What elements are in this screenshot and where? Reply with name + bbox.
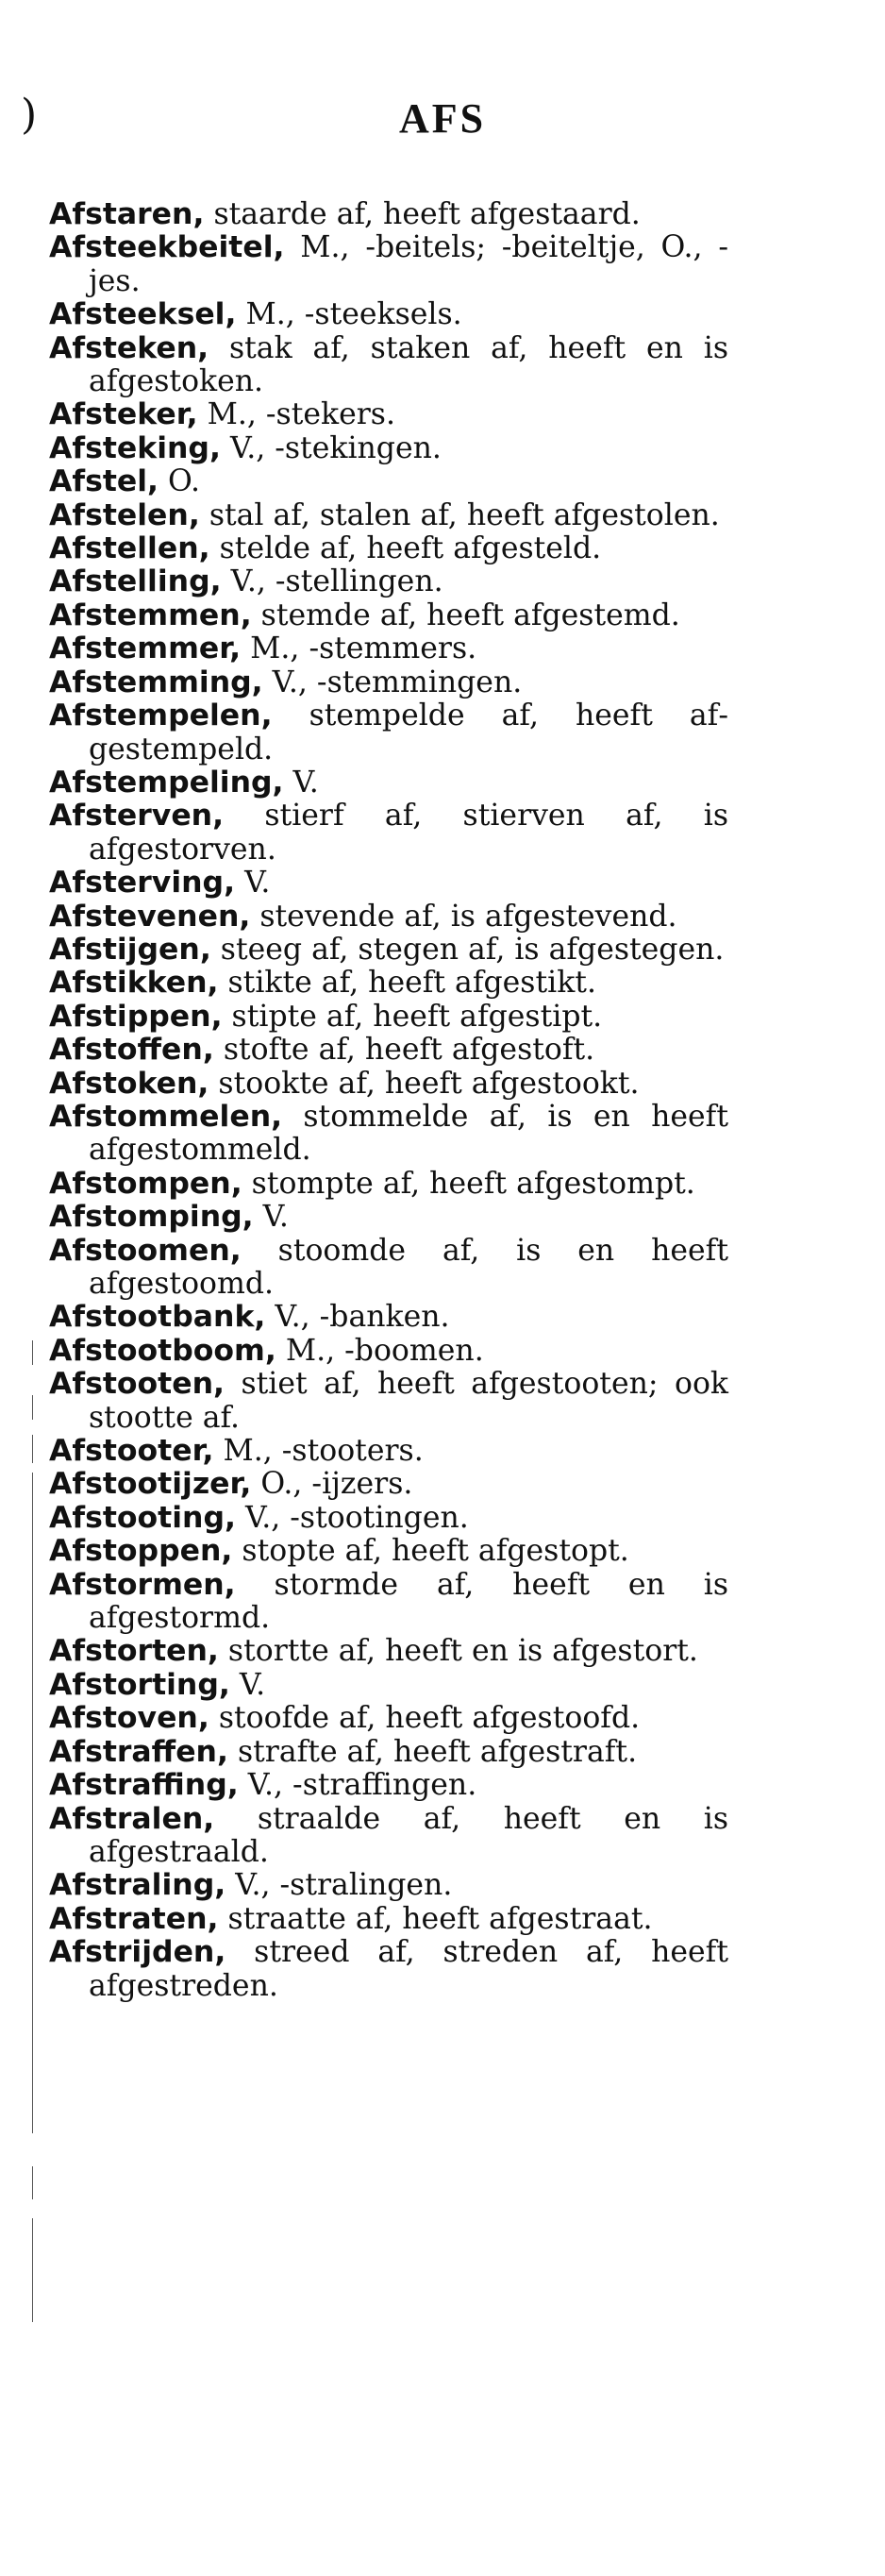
entry-definition: O. [159, 464, 201, 499]
entry-definition: stelde af, heeft afgesteld. [209, 531, 602, 566]
entry-headword: Afstorting, [49, 1667, 230, 1702]
entry-definition: stikte af, heeft afgestikt. [218, 966, 596, 1001]
entry-headword: Afsterven, [49, 799, 225, 833]
entry-definition: M., -stekers. [197, 397, 395, 432]
entry-definition: staarde af, heeft afgestaard. [204, 197, 641, 231]
entry-headword: Afstemmen, [49, 598, 252, 632]
entry-headword: Afstoken, [49, 1066, 209, 1101]
entry-headword: Afstoppen, [49, 1534, 233, 1569]
dictionary-entry [49, 632, 728, 665]
entry-headword: Afsteken, [49, 330, 209, 365]
entry-headword: Afstormen, [49, 1567, 236, 1602]
page-edge-mark: ) [21, 91, 38, 139]
entry-definition: V., -stellingen. [221, 564, 443, 599]
entry-headword: Afstootijzer, [49, 1467, 252, 1502]
dictionary-entry [49, 1301, 728, 1334]
entry-headword: Afstoomen, [49, 1233, 242, 1268]
entry-headword: Afstooter, [49, 1434, 214, 1469]
dictionary-entries [49, 198, 728, 2003]
entry-definition: stofte af, heeft afgestoft. [213, 1033, 595, 1068]
entry-definition: V., -stralingen. [225, 1868, 453, 1903]
margin-rule [32, 1340, 33, 1365]
dictionary-entry [49, 1535, 728, 1568]
entry-headword: Afstorten, [49, 1634, 219, 1669]
entry-headword: Afstemming, [49, 665, 263, 699]
dictionary-entry [49, 432, 728, 465]
dictionary-entry [49, 1903, 728, 1936]
dictionary-entry [49, 1569, 728, 1636]
dictionary-entry [49, 565, 728, 598]
entry-headword: Afstraten, [49, 1901, 219, 1936]
entry-headword: Afstomping, [49, 1200, 254, 1235]
entry-definition: stak af, staken af, heeft en is afgestoken. [89, 330, 728, 399]
entry-headword: Afstralen, [49, 1801, 215, 1836]
entry-definition: streed af, streden af, heeft afgestreden. [89, 1935, 728, 2003]
dictionary-entry [49, 398, 728, 431]
entry-definition: V., -banken. [265, 1300, 450, 1335]
entry-headword: Afstijgen, [49, 932, 211, 967]
entry-headword: Afstevenen, [49, 899, 251, 934]
entry-definition: stemde af, heeft afgestemd. [251, 598, 680, 632]
dictionary-entry [49, 1803, 728, 1870]
entry-definition: stompte af, heeft afgestompt. [242, 1166, 695, 1201]
entry-headword: Afstootboom, [49, 1333, 276, 1368]
entry-headword: Afstootbank, [49, 1300, 266, 1335]
dictionary-entry [49, 1502, 728, 1535]
entry-headword: Afsterving, [49, 866, 236, 901]
entry-definition: V. [229, 1667, 266, 1702]
dictionary-entry [49, 1201, 728, 1234]
entry-headword: Afstelling, [49, 564, 222, 599]
dictionary-entry [49, 1368, 728, 1435]
entry-definition: V., -straffingen. [238, 1768, 477, 1803]
entry-headword: Afstaren, [49, 197, 205, 231]
dictionary-entry [49, 198, 728, 231]
dictionary-entry [49, 532, 728, 565]
entry-definition: M., -stooters. [213, 1434, 424, 1469]
dictionary-entry [49, 1736, 728, 1769]
dictionary-entry [49, 1335, 728, 1368]
entry-headword: Afstooten, [49, 1367, 225, 1402]
dictionary-entry [49, 766, 728, 800]
entry-headword: Afstraffen, [49, 1734, 228, 1769]
entry-definition: V., -stemmingen. [262, 665, 523, 699]
dictionary-entry [49, 231, 728, 298]
entry-definition: V. [283, 765, 319, 800]
entry-headword: Afstrijden, [49, 1935, 226, 1970]
entry-definition: M., -beitels; -beiteltje, O., -jes. [89, 230, 728, 298]
dictionary-entry [49, 934, 728, 967]
entry-definition: strafte af, heeft afgestraft. [227, 1734, 638, 1769]
dictionary-entry [49, 1435, 728, 1468]
dictionary-entry [49, 499, 728, 532]
entry-definition: straatte af, heeft afgestraat. [218, 1901, 653, 1936]
entry-definition: stierf af, stierven af, is afgestorven. [89, 799, 728, 867]
entry-definition: M., -steeksels. [236, 297, 462, 332]
entry-headword: Afstellen, [49, 531, 210, 566]
entry-definition: stipte af, heeft afgestipt. [222, 999, 603, 1034]
entry-definition: stal af, stalen af, heeft afgestolen. [199, 497, 720, 532]
entry-headword: Afstoffen, [49, 1033, 214, 1068]
entry-definition: stookte af, heeft afgestookt. [209, 1066, 640, 1101]
entry-headword: Afsteker, [49, 397, 198, 432]
margin-rule [32, 1395, 33, 1420]
dictionary-entry [49, 1068, 728, 1101]
dictionary-entry [49, 1936, 728, 2003]
dictionary-entry [49, 1101, 728, 1168]
dictionary-entry [49, 666, 728, 699]
dictionary-entry [49, 867, 728, 900]
entry-headword: Afstraffing, [49, 1768, 239, 1803]
dictionary-entry [49, 1702, 728, 1735]
margin-rule [32, 1473, 33, 2133]
entry-headword: Afstompen, [49, 1166, 242, 1201]
entry-definition: stoomde af, is en heeft afgestoomd. [89, 1233, 728, 1301]
dictionary-entry [49, 967, 728, 1000]
entry-headword: Afstempelen, [49, 699, 273, 733]
entry-definition: V., -stootingen. [235, 1500, 469, 1535]
dictionary-entry [49, 1168, 728, 1201]
entry-definition: stopte af, heeft afgestopt. [232, 1534, 629, 1569]
margin-rule [32, 2218, 33, 2322]
dictionary-entry [49, 1235, 728, 1302]
entry-headword: Afstoven, [49, 1701, 209, 1736]
entry-definition: straalde af, heeft en is afgestraald. [89, 1801, 728, 1869]
entry-definition: V., -stekingen. [220, 430, 442, 465]
dictionary-entry [49, 1669, 728, 1702]
entry-headword: Afstikken, [49, 966, 219, 1001]
entry-definition: stevende af, is afgestevend. [250, 899, 677, 934]
entry-headword: Afstommelen, [49, 1099, 283, 1134]
dictionary-entry [49, 699, 728, 766]
margin-rule [32, 2166, 33, 2199]
dictionary-entry [49, 800, 728, 867]
dictionary-entry [49, 901, 728, 934]
entry-headword: Afstel, [49, 464, 159, 499]
entry-definition: stortte af, heeft en is afgestort. [218, 1634, 698, 1669]
dictionary-entry [49, 1769, 728, 1802]
entry-definition: M., -boomen. [276, 1333, 484, 1368]
dictionary-entry [49, 1468, 728, 1501]
dictionary-entry [49, 332, 728, 399]
dictionary-entry [49, 465, 728, 498]
entry-definition: V. [235, 866, 271, 901]
entry-headword: Afstippen, [49, 999, 223, 1034]
dictionary-entry [49, 298, 728, 331]
page-title: AFS [398, 95, 487, 142]
entry-definition: M., -stemmers. [241, 631, 477, 666]
entry-headword: Afstemmer, [49, 631, 242, 666]
dictionary-entry [49, 599, 728, 632]
entry-headword: Afstraling, [49, 1868, 226, 1903]
entry-definition: stormde af, heeft en is afgestormd. [89, 1567, 728, 1636]
dictionary-entry [49, 1034, 728, 1067]
entry-headword: Afsteeksel, [49, 297, 237, 332]
entry-headword: Afsteking, [49, 430, 221, 465]
dictionary-entry [49, 1001, 728, 1034]
entry-definition: steeg af, stegen af, is afgestegen. [210, 932, 725, 967]
entry-definition: stommelde af, is en heeft afgestommeld. [89, 1099, 728, 1168]
entry-headword: Afstelen, [49, 497, 200, 532]
entry-definition: stempelde af, heeft afgestempeld. [89, 699, 728, 766]
entry-headword: Afsteekbeitel, [49, 230, 285, 265]
dictionary-entry [49, 1635, 728, 1668]
entry-headword: Afstempeling, [49, 765, 284, 800]
entry-definition: O., -ijzers. [251, 1467, 413, 1502]
entry-headword: Afstooting, [49, 1500, 236, 1535]
dictionary-entry [49, 1869, 728, 1902]
entry-definition: V. [253, 1200, 289, 1235]
entry-definition: stiet af, heeft afgestooten; ook stootte af. [89, 1367, 728, 1435]
entry-definition: stoofde af, heeft afgestoofd. [209, 1701, 641, 1736]
margin-rule [32, 1435, 33, 1463]
